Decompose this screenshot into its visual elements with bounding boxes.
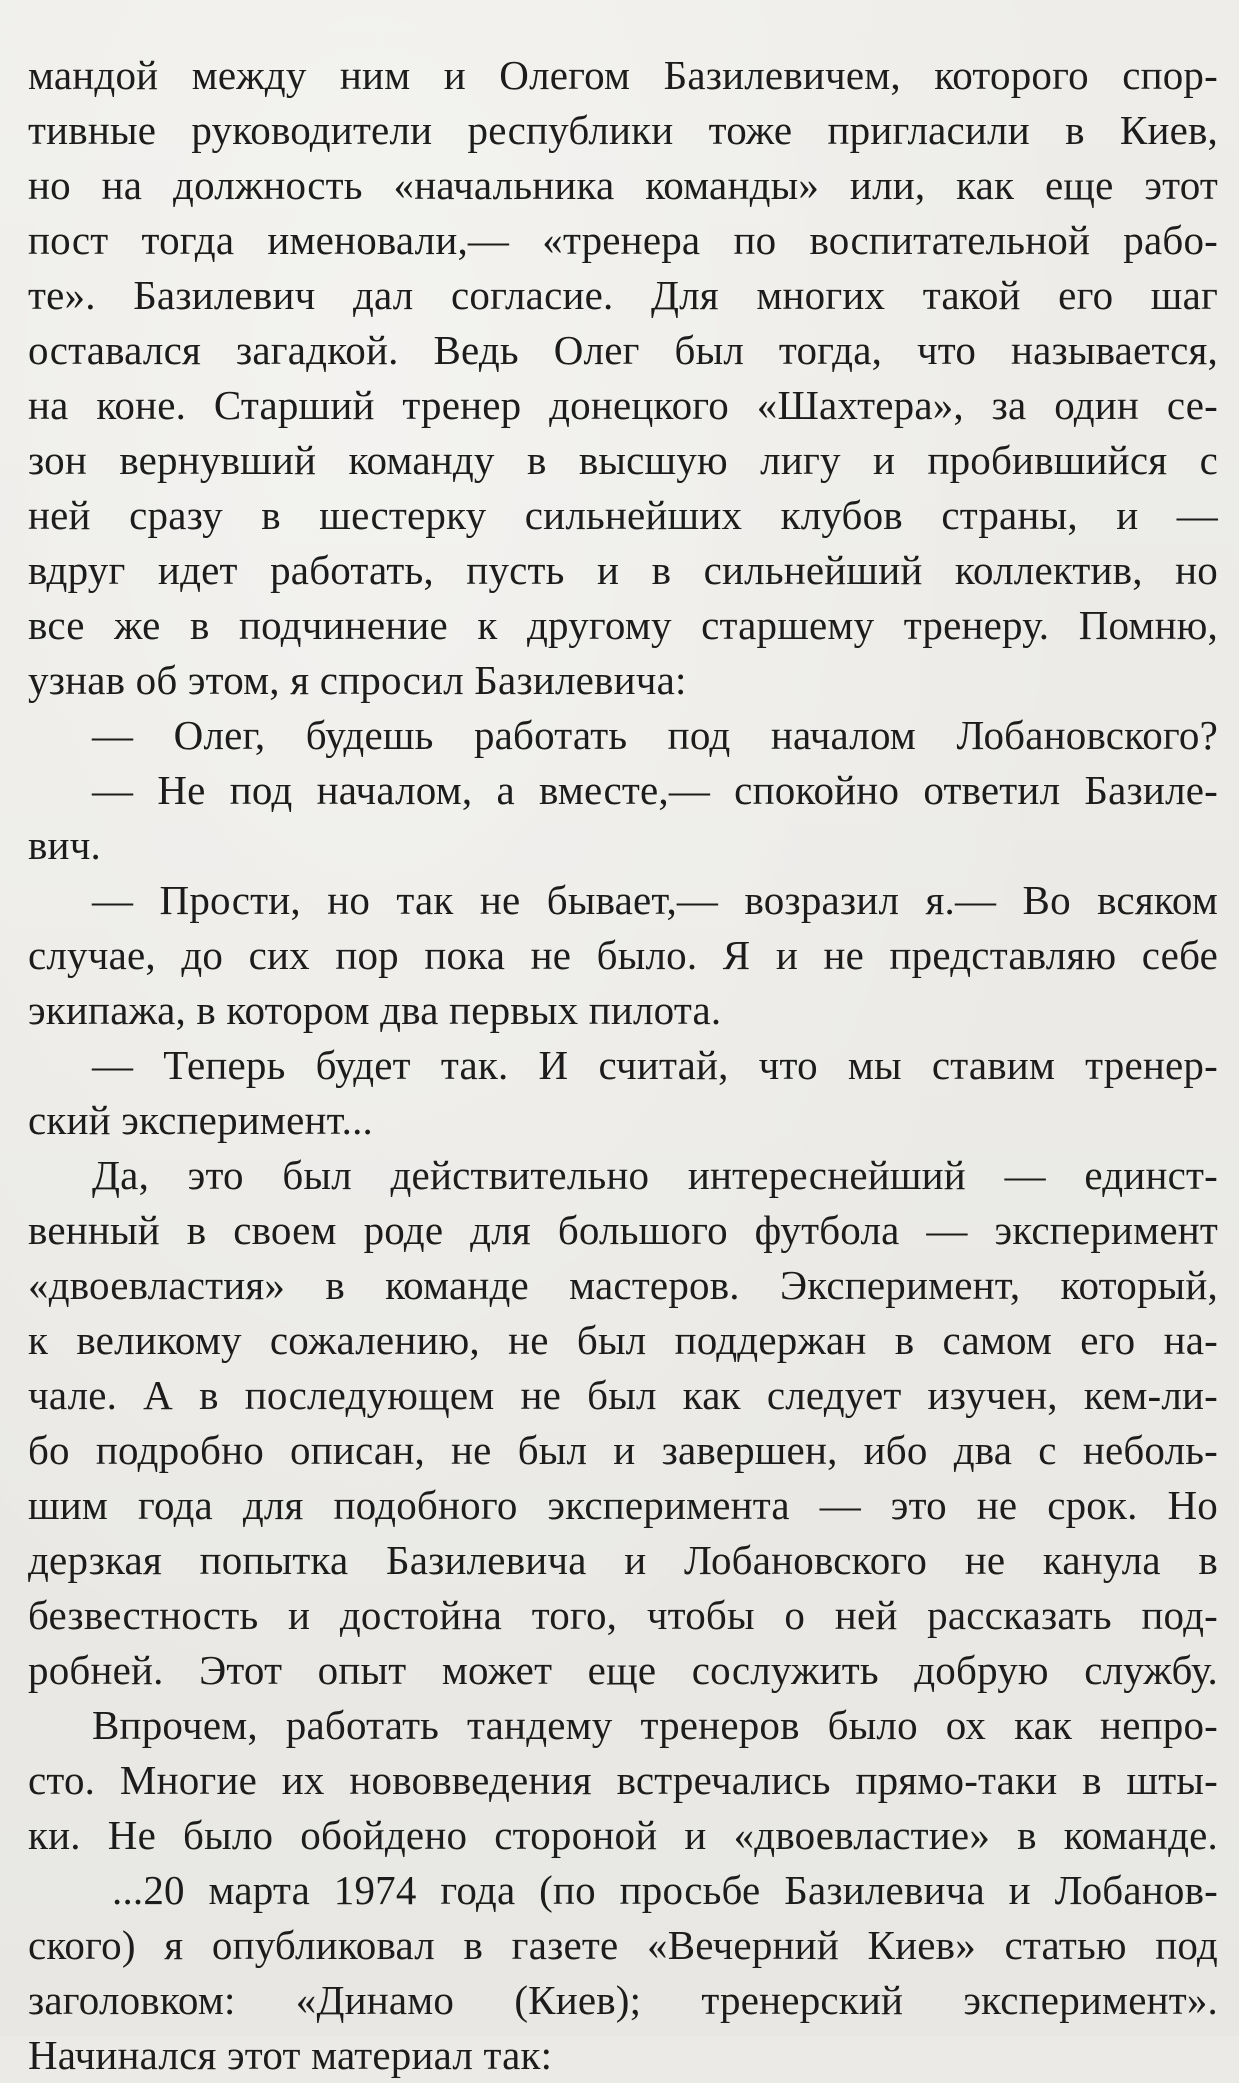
text-line: венный в своем роде для большого футбола — эксперимент [28, 1207, 1218, 1253]
paragraph-start: Впрочем, работать тандему тренеров было ох как непро- [92, 1702, 1218, 1748]
text-line: дерзкая попытка Базилевича и Лобановского не канула в [28, 1537, 1218, 1583]
text-line: чале. А в последующем не был как следует изучен, кем-ли- [28, 1372, 1218, 1418]
text-line: ский эксперимент... [28, 1097, 373, 1143]
text-line: ки. Не было обойдено стороной и «двоевластие» в команде. [28, 1812, 1218, 1858]
dialogue-line: — Не под началом, а вместе,— спокойно ответил Базиле- [92, 767, 1218, 813]
dialogue-line: — Олег, будешь работать под началом Лобановского? [92, 712, 1218, 758]
text-line: оставался загадкой. Ведь Олег был тогда, что называется, [28, 327, 1218, 373]
paragraph-start: ...20 марта 1974 года (по просьбе Базилевича и Лобанов- [112, 1867, 1218, 1913]
text-line: ней сразу в шестерку сильнейших клубов страны, и — [28, 492, 1218, 538]
text-line: узнав об этом, я спросил Базилевича: [28, 657, 687, 703]
text-line: бо подробно описан, не был и завершен, ибо два с неболь- [28, 1427, 1218, 1473]
text-line: «двоевластия» в команде мастеров. Эксперимент, который, [28, 1262, 1218, 1308]
text-line: вич. [28, 822, 101, 868]
text-line: безвестность и достойна того, чтобы о ней рассказать под- [28, 1592, 1218, 1638]
text-line: ского) я опубликовал в газете «Вечерний Киев» статью под [28, 1922, 1218, 1968]
text-line: сто. Многие их нововведения встречались прямо-таки в шты- [28, 1757, 1218, 1803]
text-line: робней. Этот опыт может еще сослужить добрую службу. [28, 1647, 1218, 1693]
page-text [28, 48, 1218, 2083]
text-line: тивные руководители республики тоже пригласили в Киев, [28, 107, 1218, 153]
text-line: на коне. Старший тренер донецкого «Шахтера», за один се- [28, 382, 1218, 428]
text-line: но на должность «начальника команды» или, как еще этот [28, 162, 1218, 208]
paragraph-start: Да, это был действительно интереснейший — единст- [92, 1152, 1218, 1198]
text-line: зон вернувший команду в высшую лигу и пробившийся с [28, 437, 1218, 483]
text-line: к великому сожалению, не был поддержан в самом его на- [28, 1317, 1218, 1363]
text-line: случае, до сих пор пока не было. Я и не представляю себе [28, 932, 1218, 978]
text-line: Начинался этот материал так: [28, 2032, 553, 2078]
text-line: заголовком: «Динамо (Киев); тренерский эксперимент». [28, 1977, 1218, 2023]
dialogue-line: — Теперь будет так. И считай, что мы ставим тренер- [92, 1042, 1218, 1088]
dialogue-line: — Прости, но так не бывает,— возразил я.— Во всяком [92, 877, 1218, 923]
text-line: вдруг идет работать, пусть и в сильнейший коллектив, но [28, 547, 1218, 593]
text-line: пост тогда именовали,— «тренера по воспитательной рабо- [28, 217, 1218, 263]
text-line: все же в подчинение к другому старшему тренеру. Помню, [28, 602, 1218, 648]
text-line: экипажа, в котором два первых пилота. [28, 987, 722, 1033]
text-line: шим года для подобного эксперимента — это не срок. Но [28, 1482, 1218, 1528]
text-line: мандой между ним и Олегом Базилевичем, которого спор- [28, 52, 1218, 98]
text-line: те». Базилевич дал согласие. Для многих такой его шаг [28, 272, 1218, 318]
